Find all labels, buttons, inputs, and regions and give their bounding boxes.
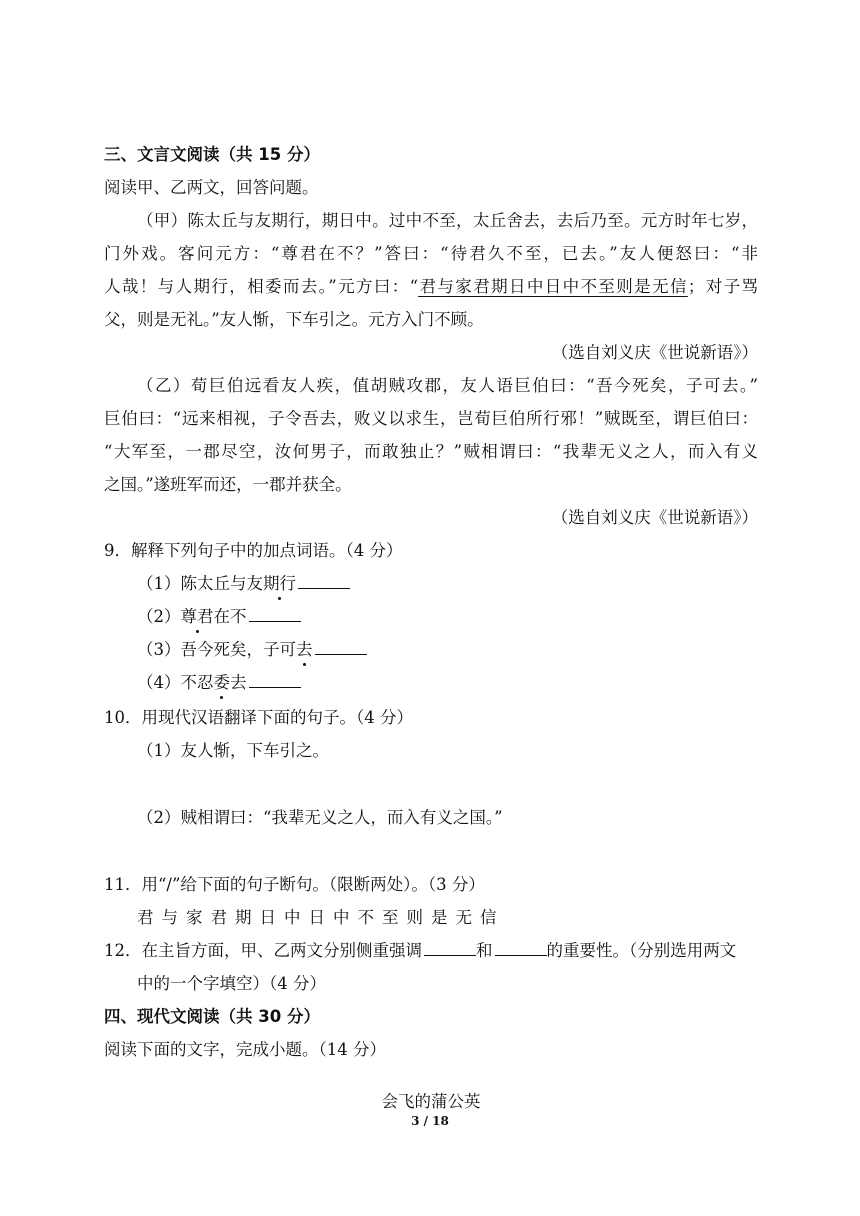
q9-stem: 9．解释下列句子中的加点词语。（4 分） bbox=[104, 541, 403, 560]
q9-item3-pre: （3）吾今死矣，子可 bbox=[137, 640, 296, 659]
q11-char: 中 bbox=[284, 908, 301, 927]
q11-char: 君 bbox=[210, 908, 227, 927]
q10-item2: （2）贼相谓曰：“我辈无义之人，而入有义之国。” bbox=[137, 808, 503, 827]
passage-b-line2: 巨伯曰：“远来相视，子令吾去，败义以求生，岂荀巨伯所行邪！”贼既至，谓巨伯曰： bbox=[104, 409, 758, 428]
q12-part2: 和 bbox=[476, 941, 493, 960]
passage-a-line1: （甲）陈太丘与友期行，期日中。过中不至，太丘舍去，去后乃至。元方时年七岁， bbox=[137, 211, 758, 230]
q11-char: 信 bbox=[480, 908, 497, 927]
passage-a-source: （选自刘义庆《世说新语》） bbox=[551, 343, 758, 362]
q11-char: 中 bbox=[333, 908, 350, 927]
q9-item2-dotted: 尊君 bbox=[180, 607, 214, 626]
q11-char: 期 bbox=[235, 908, 252, 927]
q11-char: 与 bbox=[161, 908, 178, 927]
q9-item4-pre: （4）不忍 bbox=[137, 673, 214, 692]
q9-item2 bbox=[137, 607, 301, 627]
q11-char: 至 bbox=[382, 908, 399, 927]
answer-blank[interactable] bbox=[249, 673, 301, 688]
q9-item3 bbox=[137, 640, 367, 660]
section3-title: 三、文言文阅读（共 15 分） bbox=[104, 145, 320, 164]
passage-a-line3-text: 人哉！与人期行，相委而去。”元方曰：“ bbox=[104, 277, 419, 296]
q11-char: 君 bbox=[137, 908, 154, 927]
q9-item2-post: 在不 bbox=[213, 607, 247, 626]
q11-char: 家 bbox=[186, 908, 203, 927]
q9-item3-dotted: 去 bbox=[296, 640, 313, 659]
page-number: 3 / 18 bbox=[411, 1114, 449, 1128]
q9-item4-dotted: 委 bbox=[213, 673, 230, 692]
q12-part1: 12．在主旨方面，甲、乙两文分别侧重强调 bbox=[104, 941, 422, 960]
q11-sentence bbox=[137, 908, 505, 928]
passage-a-line4: 父，则是无礼。”友人惭，下车引之。元方入门不顾。 bbox=[104, 310, 484, 329]
section4-title: 四、现代文阅读（共 30 分） bbox=[104, 1007, 320, 1026]
q9-item2-pre: （2） bbox=[137, 607, 181, 626]
q11-char: 不 bbox=[357, 908, 374, 927]
q12-line2: 中的一个字填空）（4 分） bbox=[137, 974, 326, 993]
passage-b-source: （选自刘义庆《世说新语》） bbox=[551, 508, 758, 527]
section3-instruction: 阅读甲、乙两文，回答问题。 bbox=[104, 178, 319, 197]
q9-item1 bbox=[137, 574, 350, 594]
q11-stem: 11．用“/”给下面的句子断句。（限断两处）。（3 分） bbox=[104, 875, 485, 894]
q9-item1-pre: （1）陈太丘与友 bbox=[137, 574, 263, 593]
answer-blank[interactable] bbox=[249, 607, 301, 622]
passage-a-line3 bbox=[104, 277, 758, 297]
q11-char: 则 bbox=[406, 908, 423, 927]
underlined-sentence: 君与家君期日中日中不至则是无信 bbox=[418, 277, 688, 296]
q9-item4 bbox=[137, 673, 301, 693]
answer-blank[interactable] bbox=[424, 941, 476, 956]
section4-instruction: 阅读下面的文字，完成小题。（14 分） bbox=[104, 1040, 386, 1059]
answer-blank[interactable] bbox=[298, 574, 350, 589]
passage-b-line4: 之国。”遂班军而还，一郡并获全。 bbox=[104, 475, 352, 494]
q11-char: 日 bbox=[308, 908, 325, 927]
q10-stem: 10．用现代汉语翻译下面的句子。（4 分） bbox=[104, 708, 413, 727]
passage-a-line3-end: ；对子骂 bbox=[687, 277, 759, 296]
article-title: 会飞的蒲公英 bbox=[381, 1092, 481, 1111]
passage-a-line2: 门外戏。客问元方：“尊君在不？”答曰：“待君久不至，已去。”友人便怒曰：“非 bbox=[104, 244, 758, 263]
q9-item4-post: 去 bbox=[230, 673, 247, 692]
q10-item1: （1）友人惭，下车引之。 bbox=[137, 741, 329, 760]
q9-item1-dotted: 期行 bbox=[263, 574, 296, 593]
q11-char: 日 bbox=[259, 908, 276, 927]
answer-blank[interactable] bbox=[495, 941, 547, 956]
q12-part3: 的重要性。（分别选用两文 bbox=[546, 941, 737, 960]
passage-b-line1: （乙）荀巨伯远看友人疾，值胡贼攻郡，友人语巨伯曰：“吾今死矣，子可去。” bbox=[137, 376, 758, 395]
q11-char: 无 bbox=[455, 908, 472, 927]
q11-char: 是 bbox=[431, 908, 448, 927]
passage-b-line3: “大军至，一郡尽空，汝何男子，而敢独止？”贼相谓曰：“我辈无义之人，而入有义 bbox=[104, 442, 758, 461]
q12-line1 bbox=[104, 941, 736, 961]
answer-blank[interactable] bbox=[315, 640, 367, 655]
